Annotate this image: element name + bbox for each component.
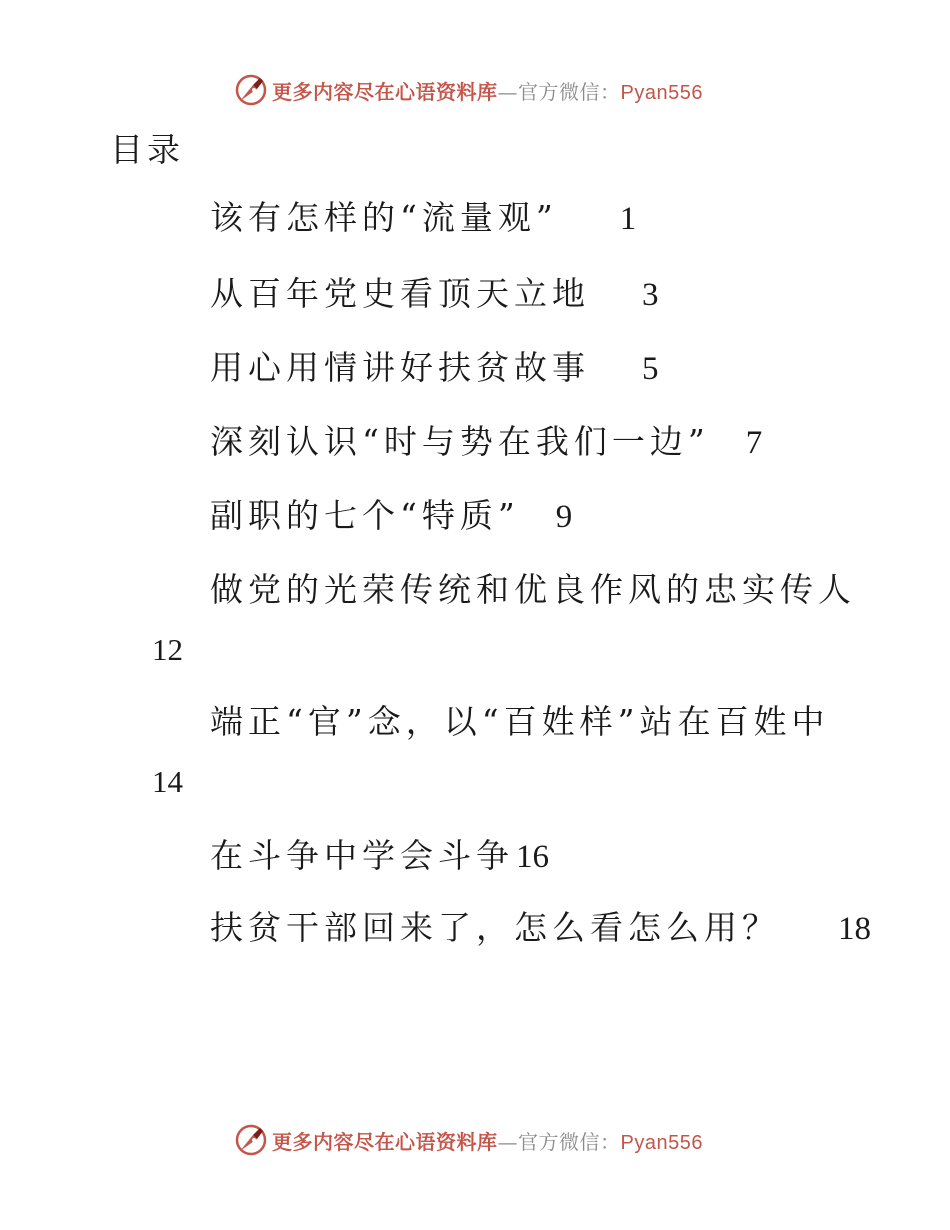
toc-entry[interactable] [210, 196, 636, 241]
banner-wechat-id: Pyan556 [620, 81, 703, 104]
toc-entry-page: 3 [642, 277, 659, 313]
toc-entry[interactable] [210, 568, 856, 612]
banner-main-text: 更多内容尽在心语资料库 [272, 1129, 498, 1154]
banner-wechat-id: Pyan556 [620, 1131, 703, 1154]
toc-entry-page: 7 [745, 425, 763, 461]
banner-text [272, 1126, 703, 1155]
banner-dash: — [497, 1129, 518, 1154]
footer-banner [234, 1122, 703, 1158]
toc-entry-page: 16 [516, 839, 549, 875]
toc-entry-title: 深刻认识“时与势在我们一边” [210, 422, 710, 461]
toc-entry-title: 从百年党史看顶天立地 [210, 274, 590, 313]
toc-entry-title: 用心用情讲好扶贫故事 [210, 348, 590, 387]
toc-entry-title: 该有怎样的“流量观” [210, 198, 558, 237]
toc-entry-page: 14 [152, 764, 183, 799]
toc-entry[interactable] [210, 272, 659, 317]
header-banner [234, 72, 703, 108]
toc-entry[interactable] [210, 834, 549, 879]
toc-entry-page: 18 [838, 911, 871, 947]
toc-entry[interactable] [210, 420, 762, 465]
banner-text [272, 76, 703, 105]
toc-entry-page: 12 [152, 632, 183, 667]
banner-main-text: 更多内容尽在心语资料库 [272, 79, 498, 104]
toc-entry-title: 端正“官”念，以“百姓样”站在百姓中 [210, 702, 830, 741]
toc-entry-page: 9 [555, 499, 573, 535]
toc-entry-title: 副职的七个“特质” [210, 496, 520, 535]
toc-entry-title: 在斗争中学会斗争 [210, 836, 514, 875]
banner-sub-text: 官方微信： [518, 79, 621, 104]
toc-entry-page: 1 [619, 201, 637, 237]
toc-entry[interactable] [210, 906, 871, 951]
toc-title: 目录 [110, 130, 184, 169]
toc-entry-title: 扶贫干部回来了，怎么看怎么用？ [210, 908, 780, 947]
banner-sub-text: 官方微信： [518, 1129, 621, 1154]
toc-entry[interactable] [210, 700, 829, 744]
toc-entry-page: 5 [642, 351, 659, 387]
toc-entry[interactable] [210, 494, 572, 539]
toc-entry[interactable] [210, 346, 659, 391]
banner-dash: — [497, 79, 518, 104]
pen-logo-icon [234, 1123, 268, 1157]
toc-entry-title: 做党的光荣传统和优良作风的忠实传人 [210, 570, 856, 609]
pen-logo-icon [234, 73, 268, 107]
